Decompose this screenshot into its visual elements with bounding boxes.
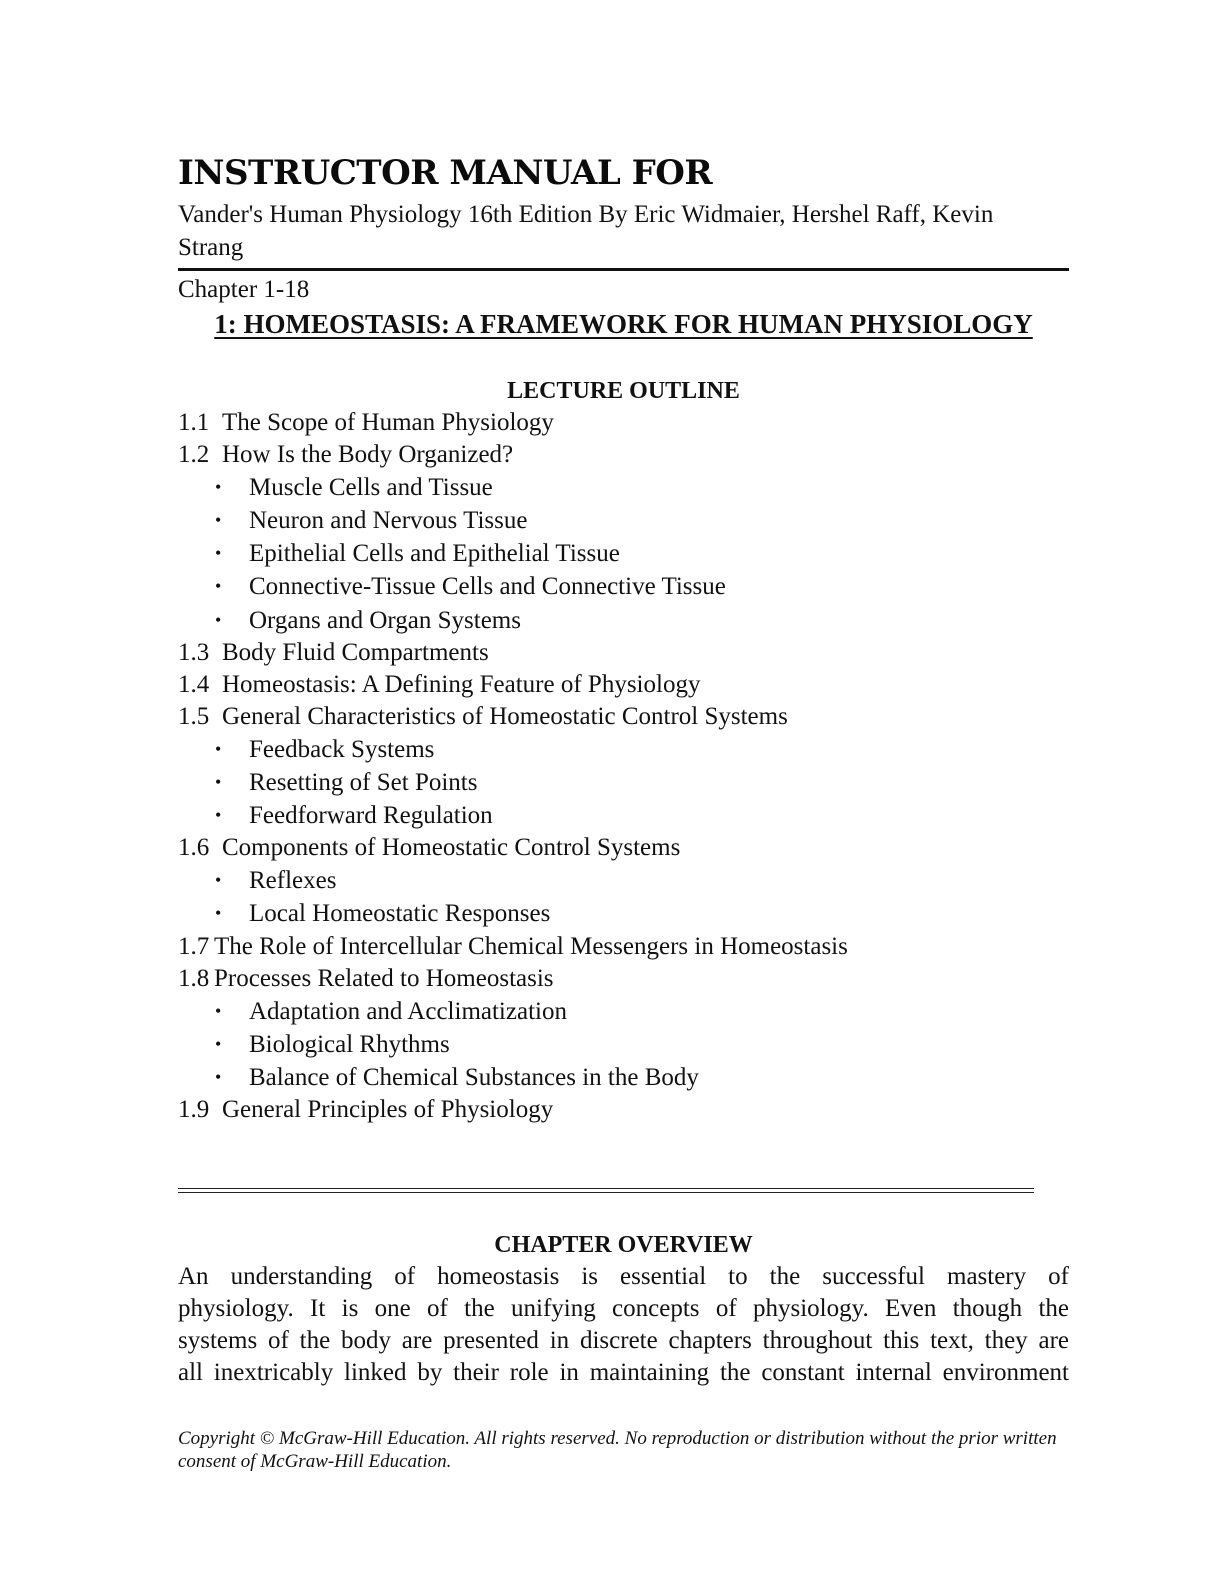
outline-item-text: Neuron and Nervous Tissue [249,507,528,535]
bullet-icon: • [215,543,222,564]
overview-line: systems of the body are presented in discrete chapters throughout this text, they are [178,1327,1069,1355]
outline-subitem [178,897,1069,930]
document-page [178,150,1069,1389]
outline-item [178,439,1069,471]
outline-subitem [178,504,1069,537]
outline-item-number: 1.2 [178,441,210,469]
outline-item-text: Processes Related to Homeostasis [214,964,554,992]
outline-item [178,1094,1069,1126]
outline-subitem [178,995,1069,1028]
bullet-icon: • [215,805,222,826]
chapter-title: 1: HOMEOSTASIS: A FRAMEWORK FOR HUMAN PHYSIOLOGY [214,309,1033,339]
outline-item-number: 1.3 [178,638,210,666]
outline-item-text: Reflexes [249,867,337,895]
outline-item-number: 1.8 [178,964,210,992]
outline-item-text: Connective-Tissue Cells and Connective Tissue [249,573,726,601]
outline-subitem [178,537,1069,570]
overview-line: physiology. It is one of the unifying concepts of physiology. Even though the [178,1295,1069,1323]
outline-subitem [178,471,1069,504]
bullet-icon: • [215,477,222,498]
outline-item-text: Biological Rhythms [249,1030,450,1058]
outline-subitem [178,570,1069,603]
bullet-icon: • [215,903,222,924]
outline-item [178,963,1069,995]
bullet-icon: • [215,510,222,531]
outline-item-number: 1.1 [178,409,210,436]
outline-subitem [178,604,1069,637]
chapter-overview-text [178,1261,1069,1389]
outline-item-text: Resetting of Set Points [249,769,478,797]
overview-line: all inextricably linked by their role in maintaining the constant internal environment [178,1359,1069,1387]
outline-item-text: General Characteristics of Homeostatic Control Systems [222,702,788,730]
book-info: Vander's Human Physiology 16th Edition By Eric Widmaier, Hershel Raff, Kevin Strang [178,201,994,261]
overview-line: An understanding of homeostasis is essential to the successful mastery of [178,1263,1069,1291]
outline-item-text: Local Homeostatic Responses [249,900,551,928]
outline-item [178,832,1069,864]
outline-item [178,637,1069,669]
outline-item-number: 1.7 [178,932,210,960]
outline-item [178,669,1069,701]
outline-subitem [178,864,1069,897]
copyright-notice: Copyright © McGraw-Hill Education. All rights reserved. No reproduction or distribution without the prior written consent of McGraw-Hill Education. [178,1428,1057,1472]
outline-item-number: 1.4 [178,670,210,698]
chapter-overview-heading: CHAPTER OVERVIEW [494,1232,753,1259]
outline-item [178,407,1069,439]
outline-item-text: Organs and Organ Systems [249,606,521,634]
outline-item-text: Balance of Chemical Substances in the Body [249,1063,699,1091]
outline-item-number: 1.6 [178,834,210,862]
bullet-icon: • [215,576,222,597]
header-divider [178,268,1069,271]
outline-item-text: Feedback Systems [249,735,435,763]
outline-subitem [178,733,1069,766]
outline-subitem [178,1028,1069,1061]
outline-subitem [178,766,1069,799]
bullet-icon: • [215,609,222,630]
outline-item-text: Components of Homeostatic Control Systems [222,834,681,862]
outline-subitem [178,799,1069,832]
bullet-icon: • [215,1000,222,1021]
manual-title: INSTRUCTOR MANUAL FOR [178,153,713,193]
chapter-range: Chapter 1-18 [178,276,310,303]
outline-item-text: Homeostasis: A Defining Feature of Physiology [222,670,701,698]
outline-item-number: 1.5 [178,702,210,730]
outline-item-text: Feedforward Regulation [249,802,493,830]
outline-item [178,701,1069,733]
outline-item-text: The Role of Intercellular Chemical Messengers in Homeostasis [214,932,848,960]
outline-item-text: Body Fluid Compartments [222,638,489,666]
lecture-outline-list [178,407,1069,1126]
outline-item-text: General Principles of Physiology [222,1095,554,1123]
outline-item-text: Adaptation and Acclimatization [249,997,567,1025]
bullet-icon: • [215,738,222,759]
bullet-icon: • [215,870,222,891]
lecture-outline-heading: LECTURE OUTLINE [507,378,740,404]
bullet-icon: • [215,772,222,793]
outline-item [178,931,1069,963]
outline-item-text: How Is the Body Organized? [222,441,514,469]
outline-item-text: Muscle Cells and Tissue [249,474,493,502]
bullet-icon: • [215,1033,222,1054]
outline-subitem [178,1061,1069,1094]
outline-item-text: The Scope of Human Physiology [222,409,554,436]
outline-item-text: Epithelial Cells and Epithelial Tissue [249,540,620,568]
outline-item-number: 1.9 [178,1095,210,1123]
bullet-icon: • [215,1066,222,1087]
